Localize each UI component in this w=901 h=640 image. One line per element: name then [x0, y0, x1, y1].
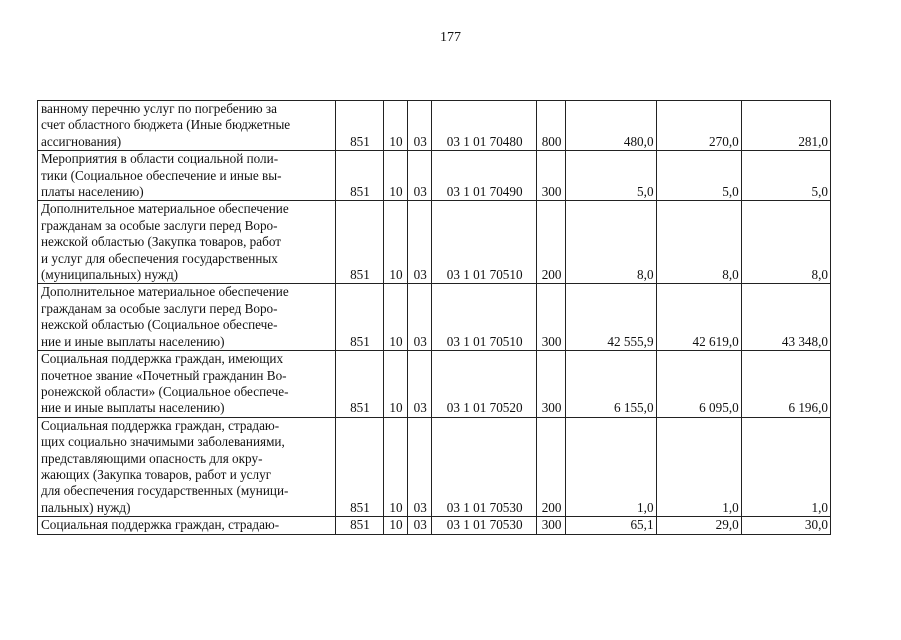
description-line: ние и иные выплаты населению): [41, 400, 225, 416]
cell-section: 10: [383, 151, 407, 201]
cell-amount-year-1: 1,0: [566, 417, 656, 516]
cell-amount-year-1: 8,0: [566, 201, 656, 284]
cell-grbs: 851: [336, 101, 384, 151]
cell-grbs: 851: [336, 151, 384, 201]
description-line: (муниципальных) нужд): [41, 267, 179, 283]
cell-amount-year-3: 1,0: [741, 417, 830, 516]
cell-amount-year-3: 30,0: [741, 517, 830, 534]
cell-amount-year-2: 5,0: [656, 151, 741, 201]
description-line: ассигнования): [41, 133, 122, 149]
table-row: [38, 417, 831, 516]
table-row: [38, 151, 831, 201]
cell-subsection: 03: [408, 201, 432, 284]
table-row: [38, 284, 831, 351]
cell-target-article: 03 1 01 70530: [432, 517, 536, 534]
description-line: представляющими опасность для окру-: [41, 450, 263, 466]
cell-expense-type: 800: [536, 101, 565, 151]
description-line: Социальная поддержка граждан, страдаю-: [41, 517, 280, 533]
cell-subsection: 03: [408, 151, 432, 201]
cell-target-article: 03 1 01 70510: [432, 284, 536, 351]
cell-section: 10: [383, 201, 407, 284]
description-line: почетное звание «Почетный гражданин Во-: [41, 367, 287, 383]
description-line: ванному перечню услуг по погребению за: [41, 101, 277, 116]
cell-description: [38, 351, 336, 418]
cell-amount-year-1: 65,1: [566, 517, 656, 534]
cell-expense-type: 200: [536, 417, 565, 516]
description-line: Социальная поддержка граждан, страдаю-: [41, 417, 280, 433]
cell-amount-year-3: 5,0: [741, 151, 830, 201]
cell-expense-type: 200: [536, 201, 565, 284]
cell-description: [38, 517, 336, 534]
cell-amount-year-1: 6 155,0: [566, 351, 656, 418]
description-line: платы населению): [41, 184, 144, 200]
budget-table-body: [38, 101, 831, 535]
description-line: Социальная поддержка граждан, имеющих: [41, 351, 284, 367]
cell-description: [38, 101, 336, 151]
description-line: нежской областью (Социальное обеспече-: [41, 317, 278, 333]
cell-amount-year-2: 8,0: [656, 201, 741, 284]
cell-description: [38, 417, 336, 516]
description-line: Дополнительное материальное обеспечение: [41, 201, 289, 217]
cell-amount-year-2: 42 619,0: [656, 284, 741, 351]
cell-target-article: 03 1 01 70480: [432, 101, 536, 151]
cell-description: [38, 201, 336, 284]
description-line: пальных) нужд): [41, 499, 131, 515]
description-line: тики (Социальное обеспечение и иные вы-: [41, 167, 282, 183]
cell-target-article: 03 1 01 70510: [432, 201, 536, 284]
description-line: Мероприятия в области социальной поли-: [41, 151, 279, 167]
cell-subsection: 03: [408, 101, 432, 151]
cell-grbs: 851: [336, 417, 384, 516]
cell-amount-year-1: 42 555,9: [566, 284, 656, 351]
cell-amount-year-2: 1,0: [656, 417, 741, 516]
cell-expense-type: 300: [536, 517, 565, 534]
cell-grbs: 851: [336, 517, 384, 534]
table-row: [38, 201, 831, 284]
cell-amount-year-1: 5,0: [566, 151, 656, 201]
cell-amount-year-3: 281,0: [741, 101, 830, 151]
cell-subsection: 03: [408, 284, 432, 351]
cell-amount-year-2: 29,0: [656, 517, 741, 534]
cell-subsection: 03: [408, 351, 432, 418]
description-line: щих социально значимыми заболеваниями,: [41, 434, 285, 450]
cell-expense-type: 300: [536, 284, 565, 351]
table-row: [38, 517, 831, 534]
table-row: [38, 101, 831, 151]
cell-amount-year-2: 270,0: [656, 101, 741, 151]
cell-section: 10: [383, 284, 407, 351]
cell-subsection: 03: [408, 517, 432, 534]
description-line: Дополнительное материальное обеспечение: [41, 284, 289, 300]
description-line: для обеспечения государственных (муници-: [41, 483, 289, 499]
cell-section: 10: [383, 417, 407, 516]
cell-target-article: 03 1 01 70520: [432, 351, 536, 418]
cell-target-article: 03 1 01 70530: [432, 417, 536, 516]
cell-amount-year-3: 8,0: [741, 201, 830, 284]
cell-subsection: 03: [408, 417, 432, 516]
cell-section: 10: [383, 101, 407, 151]
table-row: [38, 351, 831, 418]
cell-grbs: 851: [336, 351, 384, 418]
cell-amount-year-1: 480,0: [566, 101, 656, 151]
description-line: и услуг для обеспечения государственных: [41, 250, 278, 266]
cell-description: [38, 151, 336, 201]
cell-amount-year-3: 6 196,0: [741, 351, 830, 418]
budget-table: [37, 100, 831, 535]
page-number: 177: [440, 30, 461, 45]
cell-amount-year-2: 6 095,0: [656, 351, 741, 418]
description-line: ние и иные выплаты населению): [41, 333, 225, 349]
description-line: гражданам за особые заслуги перед Воро-: [41, 217, 278, 233]
cell-section: 10: [383, 351, 407, 418]
description-line: жающих (Закупка товаров, работ и услуг: [41, 466, 272, 482]
cell-description: [38, 284, 336, 351]
cell-grbs: 851: [336, 284, 384, 351]
cell-expense-type: 300: [536, 151, 565, 201]
cell-target-article: 03 1 01 70490: [432, 151, 536, 201]
cell-grbs: 851: [336, 201, 384, 284]
description-line: счет областного бюджета (Иные бюджетные: [41, 117, 291, 133]
cell-section: 10: [383, 517, 407, 534]
description-line: гражданам за особые заслуги перед Воро-: [41, 300, 278, 316]
cell-expense-type: 300: [536, 351, 565, 418]
description-line: ронежской области» (Социальное обеспече-: [41, 383, 289, 399]
cell-amount-year-3: 43 348,0: [741, 284, 830, 351]
description-line: нежской областью (Закупка товаров, работ: [41, 234, 282, 250]
